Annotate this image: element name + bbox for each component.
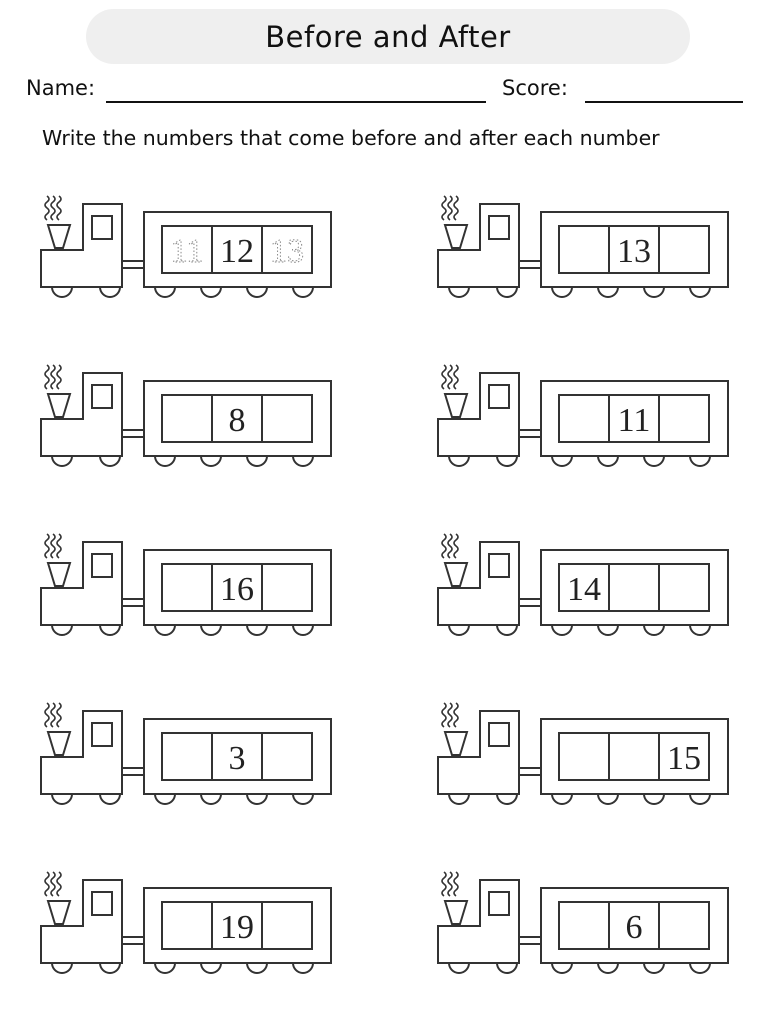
traced-number: 11 [170,233,204,270]
answer-box[interactable] [162,902,212,949]
coupling [519,430,541,437]
answer-box[interactable] [659,902,709,949]
smoke-icon [442,196,458,220]
answer-box[interactable] [609,564,659,611]
funnel-icon [445,225,467,248]
smoke-puff [57,196,61,220]
smoke-puff [442,196,446,220]
given-number: 11 [617,402,651,439]
answer-box[interactable] [559,902,609,949]
answer-box[interactable] [262,564,312,611]
given-number: 15 [667,740,701,777]
cab-window [489,892,509,915]
answer-box[interactable] [659,564,709,611]
coupling [122,937,144,944]
given-number: 16 [220,571,254,608]
train [41,534,331,635]
smoke-icon [45,196,61,220]
funnel-icon [445,901,467,924]
funnel-icon [48,563,70,586]
train [41,196,331,297]
smoke-icon [442,534,458,558]
funnel-icon [48,394,70,417]
smoke-puff [51,365,55,389]
coupling [122,599,144,606]
smoke-icon [442,703,458,727]
smoke-puff [448,365,452,389]
smoke-puff [57,534,61,558]
traced-number: 13 [270,233,304,270]
smoke-puff [454,365,458,389]
cab-window [92,554,112,577]
smoke-puff [45,872,49,896]
given-number: 6 [625,909,643,946]
answer-box[interactable] [162,564,212,611]
smoke-puff [448,196,452,220]
smoke-icon [45,872,61,896]
given-number: 12 [220,233,254,270]
smoke-puff [51,534,55,558]
coupling [519,768,541,775]
coupling [519,937,541,944]
funnel-icon [445,394,467,417]
smoke-puff [448,703,452,727]
funnel-icon [48,732,70,755]
answer-box[interactable] [659,226,709,273]
smoke-icon [45,365,61,389]
smoke-icon [45,534,61,558]
given-number: 13 [617,233,651,270]
name-label: Name: [26,76,96,100]
smoke-puff [45,365,49,389]
cab-window [92,892,112,915]
answer-box[interactable] [559,226,609,273]
train [438,534,728,635]
coupling [122,261,144,268]
cab-window [489,554,509,577]
instructions: Write the numbers that come before and after each number [42,126,660,150]
train [438,365,728,466]
answer-box[interactable] [559,395,609,442]
train [438,872,728,973]
cab-window [489,216,509,239]
smoke-puff [57,703,61,727]
smoke-icon [442,872,458,896]
answer-box[interactable] [609,733,659,780]
cab-window [92,216,112,239]
smoke-puff [454,534,458,558]
score-label: Score: [502,76,568,100]
smoke-puff [442,703,446,727]
answer-box[interactable] [559,733,609,780]
smoke-icon [45,703,61,727]
given-number: 19 [220,909,254,946]
answer-box[interactable] [659,395,709,442]
coupling [519,261,541,268]
smoke-puff [57,365,61,389]
train [41,703,331,804]
coupling [519,599,541,606]
cab-window [489,385,509,408]
train [438,703,728,804]
train [438,196,728,297]
answer-box[interactable] [262,733,312,780]
answer-box[interactable] [262,395,312,442]
funnel-icon [48,225,70,248]
smoke-puff [442,534,446,558]
smoke-puff [448,534,452,558]
answer-box[interactable] [162,395,212,442]
smoke-puff [454,872,458,896]
smoke-puff [57,872,61,896]
funnel-icon [445,563,467,586]
smoke-puff [454,196,458,220]
answer-box[interactable] [162,733,212,780]
smoke-puff [454,703,458,727]
smoke-puff [448,872,452,896]
smoke-icon [442,365,458,389]
smoke-puff [442,365,446,389]
funnel-icon [48,901,70,924]
smoke-puff [442,872,446,896]
coupling [122,430,144,437]
cab-window [92,723,112,746]
smoke-puff [51,872,55,896]
smoke-puff [45,703,49,727]
coupling [122,768,144,775]
funnel-icon [445,732,467,755]
train [41,872,331,973]
cab-window [489,723,509,746]
given-number: 8 [228,402,246,439]
given-number: 14 [567,571,601,608]
answer-box[interactable] [262,902,312,949]
smoke-puff [51,196,55,220]
page-title: Before and After [265,19,511,54]
given-number: 3 [228,740,246,777]
train [41,365,331,466]
smoke-puff [51,703,55,727]
cab-window [92,385,112,408]
smoke-puff [45,534,49,558]
smoke-puff [45,196,49,220]
